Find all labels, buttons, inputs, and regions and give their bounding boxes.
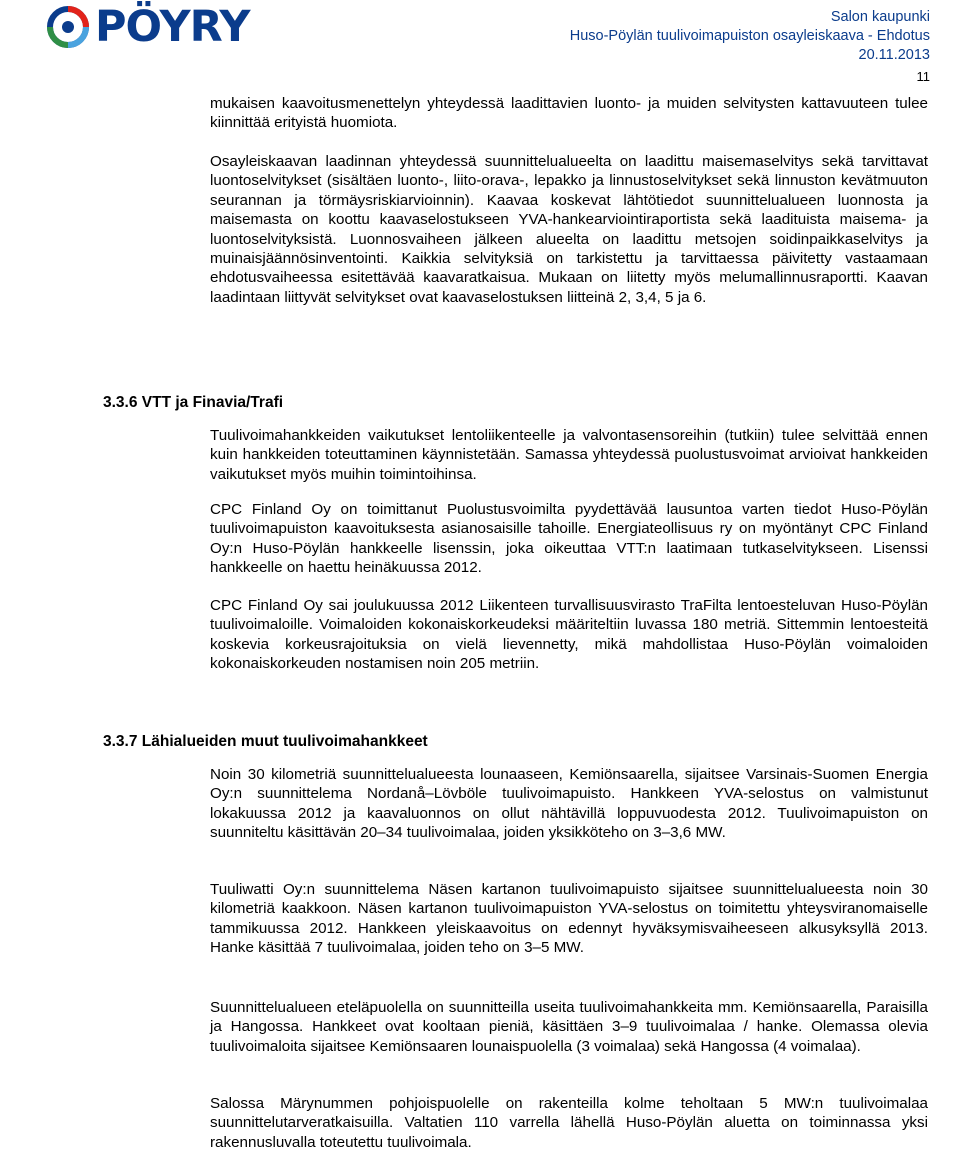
poyry-logo	[47, 2, 250, 52]
poyry-logo-icon	[47, 6, 89, 48]
section-337-paragraph-4	[210, 1094, 928, 1152]
intro-paragraph-2	[210, 152, 928, 307]
section-heading-3-3-7: 3.3.7 Lähialueiden muut tuulivoimahankkeet	[103, 733, 428, 750]
paragraph-text: CPC Finland Oy on toimittanut Puolustusvoimilta pyydettävää lausuntoa varten tiedot Huso-Pöylän tuulivoimapuiston kaavoituksesta asianosaisille tahoille. Energiateollisuus ry on myöntänyt CPC Finland Oy:n Huso-Pöylän hankkeelle lisenssin, joka oikeuttaa VTT:n laatimaan tutkaselvitykseen. Lisenssi hankkeelle on haettu heinäkuussa 2012.	[210, 501, 928, 577]
paragraph-text: CPC Finland Oy sai joulukuussa 2012 Liikenteen turvallisuusvirasto TraFilta lentoesteluvan Huso-Pöylän tuulivoimaloille. Voimaloiden kokonaiskorkeudeksi määriteltiin luvassa 180 metriä. Sittemmin lentoesteitä koskevia korkeusrajoituksia on vielä lievennetty, mikä mahdollistaa Huso-Pöylän voimaloiden kokonaiskorkeuden nostamisen noin 205 metriin.	[210, 597, 928, 673]
paragraph-text: Tuuliwatti Oy:n suunnittelema Näsen kartanon tuulivoimapuisto sijaitsee suunnittelualueesta noin 30 kilometriä kaakkoon. Näsen kartanon tuulivoimapuiston YVA-selostus on toimitettu yhteysviranomaiselle tammikuussa 2012. Hankkeen yleiskaavoitus on edennyt hyväksymisvaiheeseen alkusyksyllä 2013. Hanke käsittää 7 tuulivoimalaa, joiden teho on 3–5 MW.	[210, 881, 928, 957]
section-337-paragraph-2	[210, 880, 928, 958]
section-336-paragraph-3	[210, 596, 928, 674]
paragraph-text: Osayleiskaavan laadinnan yhteydessä suunnittelualueelta on laadittu maisemaselvitys sekä tarvittavat luontoselvitykset (sisältäen luonto-, liito-orava-, lepakko ja linnustoselvitykset sekä linnuston kevätmuuton seurannan ja törmäysriskiarvioinnin). Kaavaa koskevat lähtötiedot suunnittelualueen luonnosta ja maisemasta on koottu kaavaselostukseen YVA-hankearviointiraportista sekä laadituista maisema- ja luontoselvityksistä. Luonnosvaiheen jälkeen alueelta on laadittu metsojen soidinpaikkaselvitys ja muinaisjäännösinventointi. Kaikkia selvityksiä on tarkistettu ja tarvittaessa päivitetty vastaamaan ehdotusvaiheessa esitettävää kaavaratkaisua. Mukaan on liitetty myös melumallinnusraportti. Kaavan laadintaan liittyvät selvitykset ovat kaavaselostuksen liitteinä 2, 3,4, 5 ja 6.	[210, 153, 928, 306]
page-number: 11	[916, 69, 930, 84]
section-heading-3-3-6: 3.3.6 VTT ja Finavia/Trafi	[103, 394, 284, 411]
header-document-title: Huso-Pöylän tuulivoimapuiston osayleiskaava - Ehdotus	[569, 28, 930, 44]
section-336-paragraph-1	[210, 426, 928, 484]
header-info	[570, 8, 930, 86]
brand-name: PÖYRY	[95, 2, 250, 52]
paragraph-text: Salossa Märynummen pohjoispuolelle on rakenteilla kolme teholtaan 5 MW:n tuulivoimalaa suunnittelutarveratkaisuilla. Valtatien 110 varrella lähellä Huso-Pöylän aluetta on toiminnassa yksi rakennusluvalla toteutettu tuulivoimala.	[210, 1095, 928, 1151]
header-client: Salon kaupunki	[830, 9, 930, 25]
paragraph-text: Noin 30 kilometriä suunnittelualueesta lounaaseen, Kemiönsaarella, sijaitsee Varsinais-Suomen Energia Oy:n suunnittelema Nordanå–Lövböle tuulivoimapuisto. Hankkeen YVA-selostus on valmistunut lokakuussa 2012 ja kaavaluonnos on ollut nähtävillä loppuvuodesta 2012. Tuulivoimapuiston on suunniteltu käsittävän 20–34 tuulivoimalaa, joiden yksikköteho on 3–3,6 MW.	[210, 766, 928, 842]
page-header	[0, 0, 960, 84]
section-337-paragraph-1	[210, 765, 928, 843]
paragraph-text: Tuulivoimahankkeiden vaikutukset lentoliikenteelle ja valvontasensoreihin (tutkiin) tulee selvittää ennen kuin hankkeiden toteuttaminen käynnistetään. Samassa yhteydessä puolustusvoimat arvioivat hankkeiden vaikutukset myös muihin toimintoihinsa.	[210, 427, 928, 483]
paragraph-text: Suunnittelualueen eteläpuolella on suunnitteilla useita tuulivoimahankkeita mm. Kemiönsaarella, Paraisilla ja Hangossa. Hankkeet ovat kooltaan pieniä, käsittäen 3–9 tuulivoimalaa / hanke. Olemassa olevia tuulivoimaloita sijaitsee Kemiönsaaren lounaispuolella (3 voimalaa) sekä Hangossa (4 voimalaa).	[210, 999, 928, 1055]
intro-paragraph-1	[210, 94, 928, 133]
paragraph-text: mukaisen kaavoitusmenettelyn yhteydessä laadittavien luonto- ja muiden selvitysten kattavuuteen tulee kiinnittää erityistä huomiota.	[210, 95, 928, 132]
header-date: 20.11.2013	[858, 47, 930, 63]
section-336-paragraph-2	[210, 500, 928, 578]
section-337-paragraph-3	[210, 998, 928, 1056]
